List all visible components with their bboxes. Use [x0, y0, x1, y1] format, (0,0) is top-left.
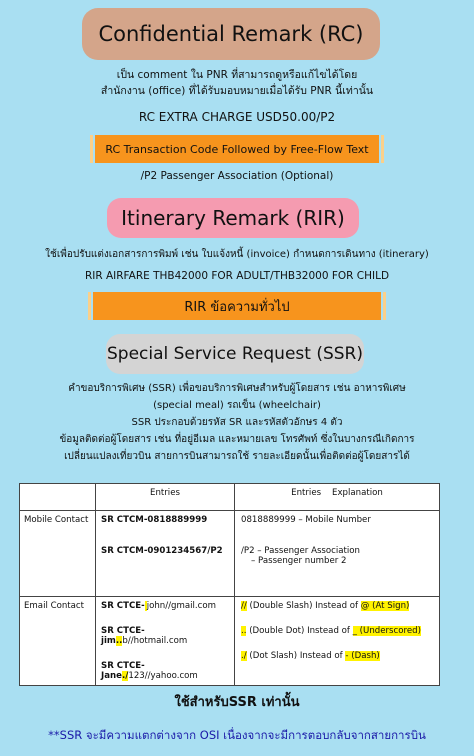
ssr-desc-line1: คำขอบริการพิเศษ (SSR) เพื่อขอบริการพิเศษสำหรับผู้โดยสาร เช่น อาหารพิเศษ	[68, 383, 406, 394]
rir-desc: ใช้เพื่อปรับแต่งเอกสารการพิมพ์ เช่น ใบแจ้งหนี้ (invoice) กำหนดการเดินทาง (itinerary)	[45, 249, 429, 260]
mobile-entry-1: SR CTCM-0818889999	[101, 515, 208, 525]
ssr-desc-line4: ข้อมูลติดต่อผู้โดยสาร เช่น ที่อยู่อีเมล และหมายเลข โทรศัพท์ ซึ่งในบางกรณีเกิดการ	[59, 434, 415, 445]
email-expl-cell	[235, 597, 440, 686]
email-entry-1: SR CTCE- john//gmail.com	[101, 601, 217, 611]
email-entry-2: SR CTCE-jim..b//hotmail.com	[101, 626, 188, 646]
table-header-entries: Entries	[96, 484, 235, 511]
rc-example: RC EXTRA CHARGE USD50.00/P2	[138, 110, 336, 124]
rir-format-text: RIR ข้อความทั่วไป	[184, 299, 290, 315]
table-row-email	[20, 597, 440, 686]
mobile-entries-cell	[96, 511, 235, 597]
table-header-explanation: Entries Explanation	[235, 484, 440, 511]
rc-format-text: RC Transaction Code Followed by Free-Flow Text	[105, 142, 369, 156]
rc-desc-line1: เป็น comment ใน PNR ที่สามารถดูหรือแก้ไขได้โดย	[116, 69, 358, 81]
email-entries-cell	[96, 597, 235, 686]
ssr-title: Special Service Request (SSR)	[106, 334, 364, 374]
mobile-expl-2b: – Passenger number 2	[251, 556, 347, 566]
mobile-expl-2a: /P2 – Passenger Association	[241, 546, 360, 556]
mobile-expl-cell	[235, 511, 440, 597]
email-contact-label: Email Contact	[20, 597, 96, 686]
mobile-contact-label: Mobile Contact	[20, 511, 96, 597]
rir-example: RIR AIRFARE THB42000 FOR ADULT/THB32000 FOR CHILD	[84, 270, 390, 282]
rc-title: Confidential Remark (RC)	[82, 8, 380, 60]
rc-desc-line2: สำนักงาน (office) ที่ได้รับมอบหมายเมื่อได้รับ PNR นี้เท่านั้น	[100, 85, 374, 97]
email-expl-2: .. (Double Dot) Instead of _ (Underscored)	[241, 626, 421, 636]
footer-note: **SSR จะมีความแตกต่างจาก OSI เนื่องจากจะมีการตอบกลับจากสายการบิน	[48, 728, 426, 742]
rc-option: /P2 Passenger Association (Optional)	[140, 170, 334, 182]
ssr-contact-table	[19, 483, 440, 686]
ssr-desc-line2: (special meal) รถเข็น (wheelchair)	[153, 400, 321, 411]
rir-title: Itinerary Remark (RIR)	[107, 198, 359, 238]
rc-format-bar	[95, 135, 379, 163]
table-header-row	[20, 484, 440, 511]
email-expl-1: // (Double Slash) Instead of @ (At Sign)	[241, 601, 410, 611]
mobile-entry-2: SR CTCM-0901234567/P2	[101, 546, 223, 556]
email-entry-3: SR CTCE-Jane./123//yahoo.com	[101, 661, 198, 681]
ssr-desc-line5: เปลี่ยนแปลงเที่ยวบิน สายการบินสามารถใช้ รายละเอียดนั้นเพื่อติดต่อผู้โดยสารได้	[64, 451, 410, 462]
ssr-desc-line3: SSR ประกอบด้วยรหัส SR และรหัสตัวอักษร 4 ตัว	[131, 417, 343, 428]
email-expl-3: ./ (Dot Slash) Instead of - (Dash)	[241, 651, 380, 661]
table-row-mobile	[20, 511, 440, 597]
mobile-expl-1: 0818889999 – Mobile Number	[241, 515, 371, 525]
rir-format-bar	[93, 292, 381, 320]
footer-title: ใช้สำหรับSSR เท่านั้น	[174, 695, 300, 710]
table-header-empty	[20, 484, 96, 511]
